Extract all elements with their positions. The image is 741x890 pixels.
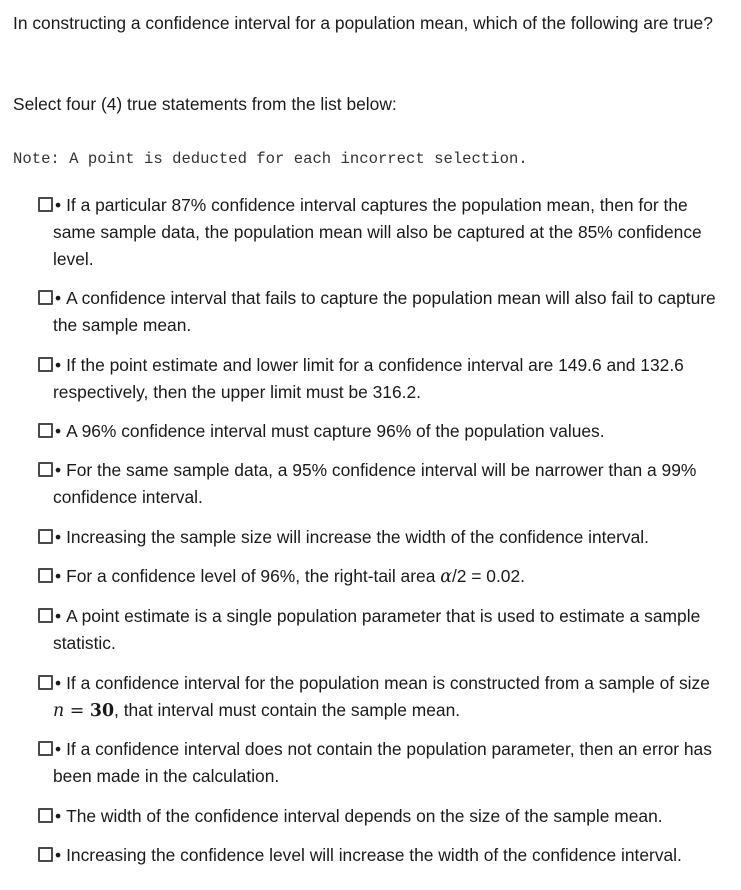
bullet-icon: •: [55, 739, 62, 759]
option-6-text: [38, 524, 718, 551]
option-label: A 96% confidence interval must capture 96% of the population values.: [66, 421, 605, 441]
option-2[interactable]: [38, 285, 718, 339]
bullet-icon: •: [55, 566, 62, 586]
option-label: Increasing the sample size will increase the width of the confidence interval.: [66, 527, 649, 547]
option-8-text: [38, 603, 718, 657]
math-sample-size: [53, 701, 114, 721]
checkbox-icon[interactable]: [38, 290, 53, 305]
bullet-icon: •: [55, 606, 62, 626]
checkbox-icon[interactable]: [38, 675, 53, 690]
checkbox-icon[interactable]: [38, 808, 53, 823]
option-label-start: For a confidence level of 96%, the right-tail area: [66, 566, 441, 586]
option-1[interactable]: [38, 192, 718, 273]
option-5[interactable]: [38, 457, 718, 511]
option-6[interactable]: [38, 524, 718, 551]
bullet-icon: •: [55, 460, 62, 480]
option-5-text: [38, 457, 718, 511]
option-1-text: [38, 192, 718, 273]
math-value: 30: [89, 701, 115, 721]
option-2-text: [38, 285, 718, 339]
checkbox-icon[interactable]: [38, 357, 53, 372]
option-label: If a particular 87% confidence interval captures the population mean, then for the same sample data, the population mean will also be captured at the 85% confidence level.: [53, 195, 702, 269]
option-9-text: [38, 670, 718, 725]
math-var: n: [53, 701, 65, 721]
option-label: For the same sample data, a 95% confidence interval will be narrower than a 99% confidence interval.: [53, 460, 697, 507]
checkbox-icon[interactable]: [38, 462, 53, 477]
checkbox-icon[interactable]: [38, 423, 53, 438]
bullet-icon: •: [55, 673, 62, 693]
bullet-icon: •: [55, 195, 62, 215]
checkbox-icon[interactable]: [38, 847, 53, 862]
checkbox-icon[interactable]: [38, 608, 53, 623]
option-7[interactable]: [38, 563, 718, 591]
option-11[interactable]: [38, 803, 718, 830]
option-3-text: [38, 352, 718, 406]
bullet-icon: •: [55, 845, 62, 865]
option-9[interactable]: [38, 670, 718, 725]
checkbox-icon[interactable]: [38, 741, 53, 756]
option-4-text: [38, 418, 718, 445]
bullet-icon: •: [55, 806, 62, 826]
option-12-text: [38, 842, 718, 869]
bullet-icon: •: [55, 421, 62, 441]
option-10-text: [38, 736, 718, 790]
option-label: Increasing the confidence level will increase the width of the confidence interval.: [66, 845, 682, 865]
checkbox-icon[interactable]: [38, 197, 53, 212]
math-eq: =: [64, 701, 90, 721]
option-label: The width of the confidence interval depends on the size of the sample mean.: [66, 806, 663, 826]
option-label: A point estimate is a single population parameter that is used to estimate a sample statistic.: [53, 606, 701, 653]
option-3[interactable]: [38, 352, 718, 406]
option-label: If a confidence interval does not contain the population parameter, then an error has been made in the calculation.: [53, 739, 712, 786]
option-label-end: , that interval must contain the sample mean.: [114, 700, 461, 720]
checkbox-icon[interactable]: [38, 529, 53, 544]
option-4[interactable]: [38, 418, 718, 445]
question-text: In constructing a confidence interval for a population mean, which of the following are true?: [13, 13, 713, 33]
option-10[interactable]: [38, 736, 718, 790]
option-label: If the point estimate and lower limit for a confidence interval are 149.6 and 132.6 respectively, then the upper limit must be 316.2.: [53, 355, 684, 402]
bullet-icon: •: [55, 288, 62, 308]
bullet-icon: •: [55, 355, 62, 375]
option-11-text: [38, 803, 718, 830]
option-12[interactable]: [38, 842, 718, 869]
option-label-start: If a confidence interval for the population mean is constructed from a sample of size: [66, 673, 710, 693]
penalty-note: Note: A point is deducted for each incorrect selection.: [13, 150, 528, 168]
option-label: A confidence interval that fails to capture the population mean will also fail to capture the sample mean.: [53, 288, 716, 335]
option-8[interactable]: [38, 603, 718, 657]
option-label-end: /2 = 0.02.: [451, 566, 525, 586]
checkbox-icon[interactable]: [38, 568, 53, 583]
bullet-icon: •: [55, 527, 62, 547]
option-7-text: [38, 563, 718, 591]
math-alpha: [440, 567, 452, 587]
alpha-symbol: α: [440, 567, 452, 587]
instruction-text: Select four (4) true statements from the list below:: [13, 94, 397, 114]
